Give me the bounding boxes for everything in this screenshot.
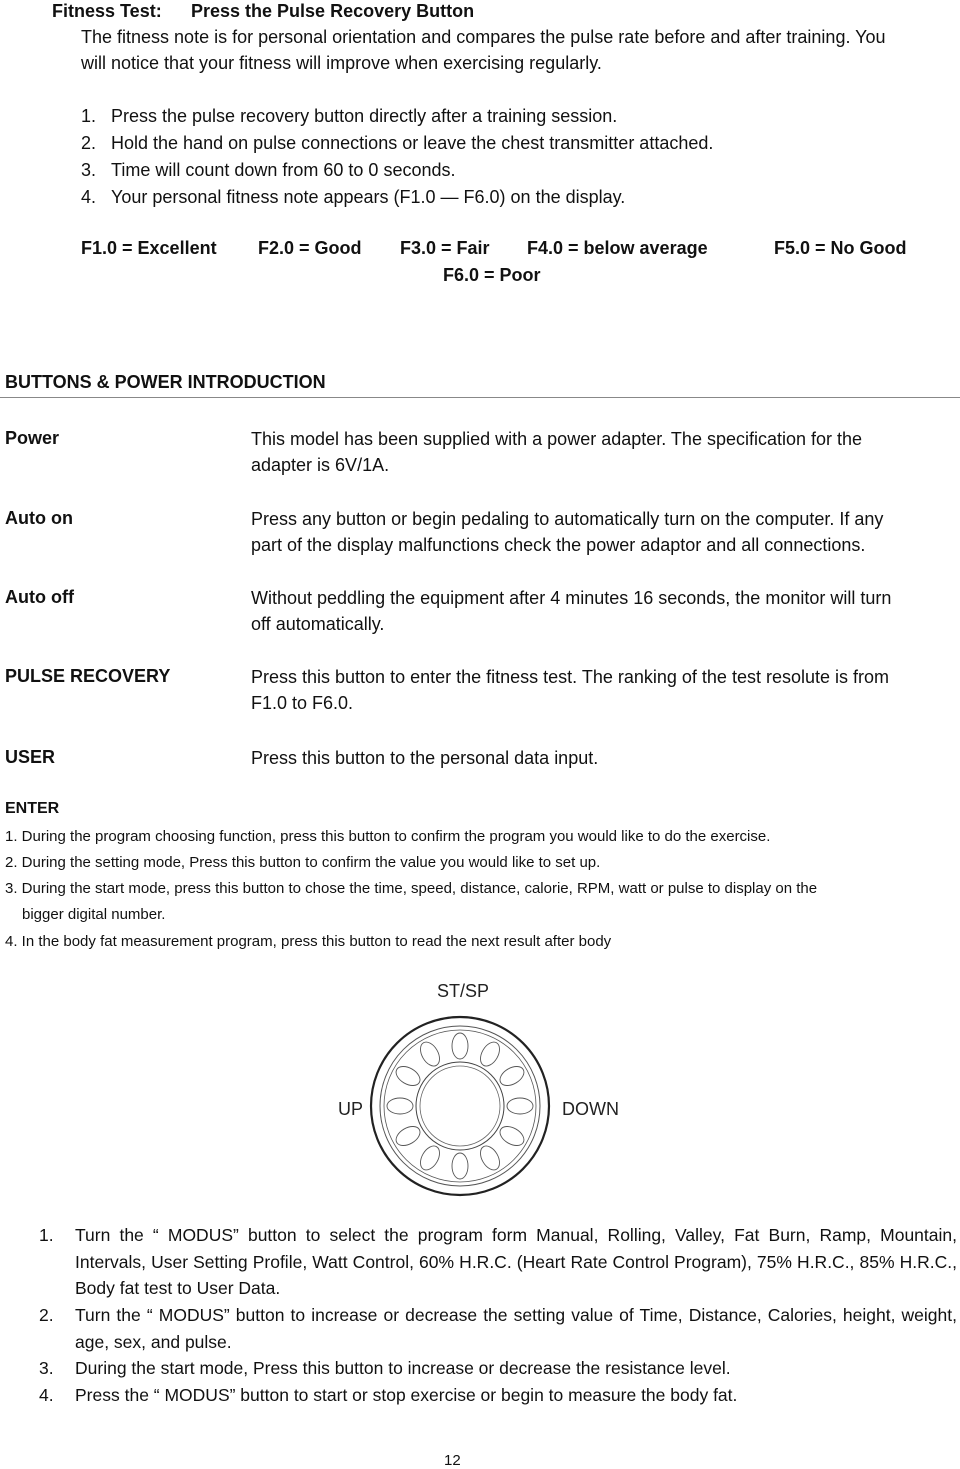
list-item <box>81 157 456 183</box>
definition-line: Without peddling the equipment after 4 minutes 16 seconds, the monitor will turn <box>251 588 892 608</box>
enter-heading: ENTER <box>5 800 60 817</box>
dial-grip <box>507 1098 533 1114</box>
modus-text-3: During the start mode, Press this button to increase or decrease the resistance level. <box>75 1358 731 1378</box>
modus-text-1: Turn the “ MODUS” button to select the program form Manual, Rolling, Valley, Fat Burn, Ramp, Mountain, Intervals, User Setting Profile, Watt Control, 60% H.R.C. (Heart Rate Control Program), 75% H.R.C., 85% H.R.C., Body fat test to User Data. <box>75 1225 957 1298</box>
list-item <box>81 130 714 156</box>
enter-line-4: 4. In the body fat measurement program, press this button to read the next result after body <box>5 933 612 950</box>
fitness-intro-line2: will notice that your fitness will improve when exercising regularly. <box>81 53 602 73</box>
definition-auto-on <box>251 506 951 558</box>
label-st-sp: ST/SP <box>437 981 490 1001</box>
grade-f5: F5.0 = No Good <box>774 238 907 258</box>
definition-power <box>251 426 951 478</box>
enter-line-1: 1. During the program choosing function, press this button to confirm the program you would like to do the exercise. <box>5 828 771 845</box>
step-number: 2. <box>81 133 97 153</box>
definition-line: part of the display malfunctions check the power adaptor and all connections. <box>251 535 866 555</box>
definition-line: Press this button to the personal data input. <box>251 748 599 768</box>
list-item <box>81 184 626 210</box>
definition-pulse-recovery <box>251 664 951 716</box>
term-auto-off: Auto off <box>5 587 74 607</box>
page-number: 12 <box>444 1452 461 1469</box>
label-up: UP <box>338 1099 364 1119</box>
grade-f4: F4.0 = below average <box>527 238 708 258</box>
fitness-subtitle: Press the Pulse Recovery Button <box>191 1 475 21</box>
term-auto-on: Auto on <box>5 508 73 528</box>
grade-f6: F6.0 = Poor <box>443 265 541 285</box>
grade-f1: F1.0 = Excellent <box>81 238 217 258</box>
step-text: Your personal fitness note appears (F1.0 — F6.0) on the display. <box>111 187 626 207</box>
modus-num-4: 4. <box>39 1385 54 1405</box>
step-text: Hold the hand on pulse connections or leave the chest transmitter attached. <box>111 133 714 153</box>
definition-line: adapter is 6V/1A. <box>251 455 390 475</box>
grade-f3: F3.0 = Fair <box>400 238 490 258</box>
dial-center[interactable] <box>420 1066 500 1146</box>
modus-dial[interactable] <box>368 1014 552 1198</box>
dial-grip <box>387 1098 413 1114</box>
step-number: 3. <box>81 160 97 180</box>
grade-f2: F2.0 = Good <box>258 238 362 258</box>
definition-line: off automatically. <box>251 614 385 634</box>
step-number: 1. <box>81 106 97 126</box>
dial-grip <box>452 1033 468 1059</box>
step-text: Press the pulse recovery button directly after a training session. <box>111 106 618 126</box>
dial-grip <box>452 1153 468 1179</box>
step-text: Time will count down from 60 to 0 seconds. <box>111 160 456 180</box>
fitness-intro-line1: The fitness note is for personal orientation and compares the pulse rate before and after training. You <box>81 27 886 47</box>
term-power: Power <box>5 428 60 448</box>
modus-text-2: Turn the “ MODUS” button to increase or decrease the setting value of Time, Distance, Calories, height, weight, age, sex, and pulse. <box>75 1305 957 1352</box>
modus-num-2: 2. <box>39 1305 54 1325</box>
modus-num-1: 1. <box>39 1225 54 1245</box>
enter-line-2: 2. During the setting mode, Press this button to confirm the value you would like to set up. <box>5 854 601 871</box>
enter-line-3: 3. During the start mode, press this button to chose the time, speed, distance, calorie, RPM, watt or pulse to display on the <box>5 880 818 897</box>
definition-line: F1.0 to F6.0. <box>251 693 354 713</box>
modus-num-3: 3. <box>39 1358 54 1378</box>
term-pulse-recovery: PULSE RECOVERY <box>5 666 171 686</box>
definition-line: This model has been supplied with a power adapter. The specification for the <box>251 429 863 449</box>
list-item <box>81 103 618 129</box>
definition-auto-off <box>251 585 951 637</box>
term-user: USER <box>5 747 56 767</box>
definition-line: Press any button or begin pedaling to automatically turn on the computer. If any <box>251 509 884 529</box>
step-number: 4. <box>81 187 97 207</box>
modus-text-4: Press the “ MODUS” button to start or stop exercise or begin to measure the body fat. <box>75 1385 738 1405</box>
label-down: DOWN <box>562 1099 619 1119</box>
enter-line-3b: bigger digital number. <box>22 906 166 923</box>
definition-user <box>251 745 951 771</box>
section-divider <box>0 397 960 398</box>
fitness-title: Fitness Test: <box>52 1 162 21</box>
definition-line: Press this button to enter the fitness test. The ranking of the test resolute is from <box>251 667 889 687</box>
section-heading: BUTTONS & POWER INTRODUCTION <box>5 372 326 392</box>
